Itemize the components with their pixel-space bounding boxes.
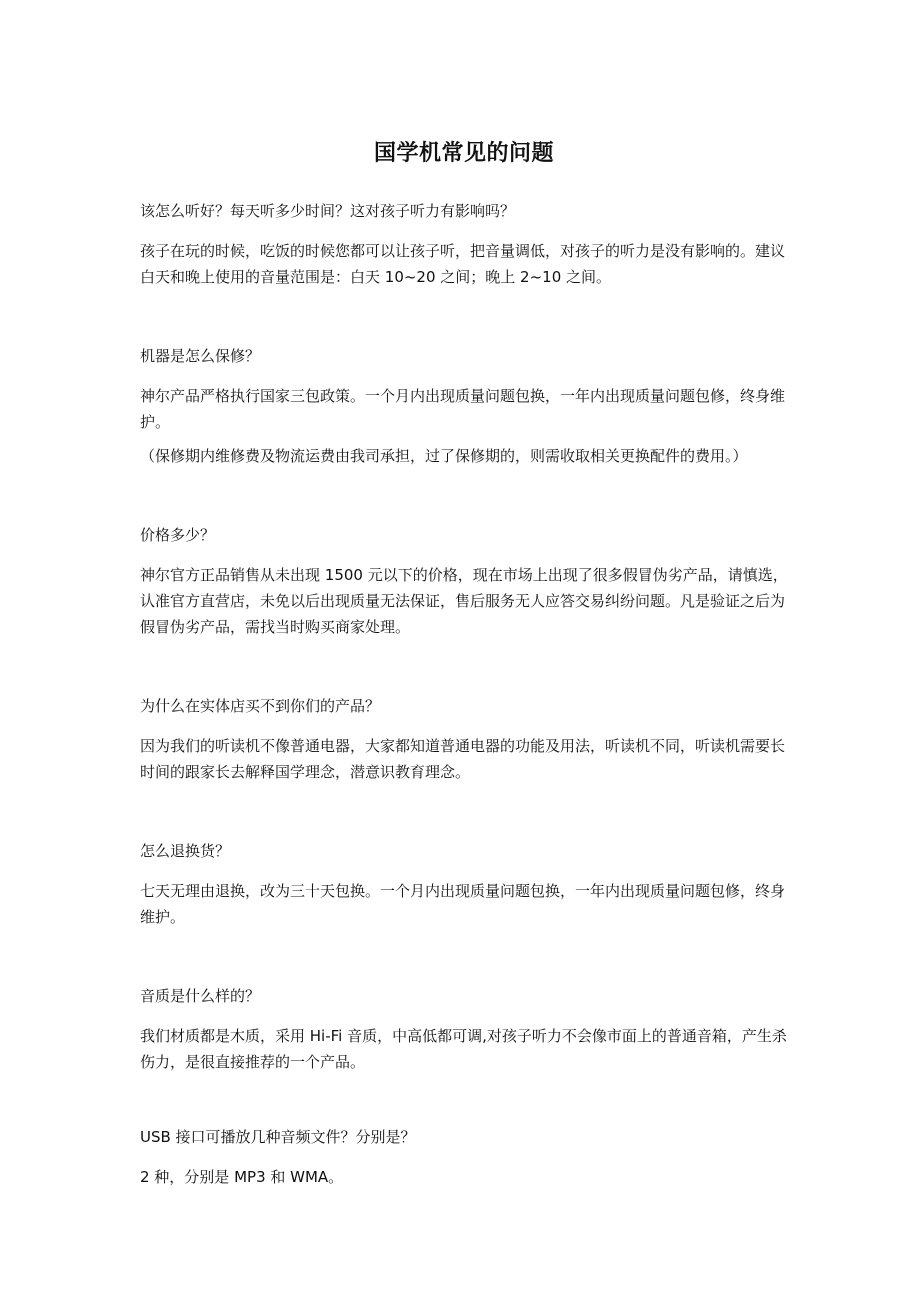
section-gap <box>140 298 788 344</box>
section-gap <box>140 793 788 839</box>
faq-question: 价格多少？ <box>140 526 216 544</box>
faq-item-price <box>140 523 788 640</box>
faq-item-sound-quality <box>140 984 788 1075</box>
section-gap <box>140 648 788 694</box>
faq-item-listening <box>140 199 788 290</box>
faq-question: 为什么在实体店买不到你们的产品？ <box>140 697 381 715</box>
faq-question: USB 接口可播放几种音频文件？分别是？ <box>140 1128 416 1146</box>
faq-answer: 2 种，分别是 MP3 和 WMA。 <box>140 1168 344 1186</box>
faq-item-usb-formats <box>140 1125 788 1190</box>
section-gap <box>140 938 788 984</box>
faq-answer: 神尔官方正品销售从未出现 1500 元以下的价格，现在市场上出现了很多假冒伪劣产品，请慎选，认准官方直营店，未免以后出现质量无法保证，售后服务无人应答交易纠纷问题。凡是验证之后为假冒伪劣产品，需找当时购买商家处理。 <box>140 566 788 636</box>
faq-question: 音质是什么样的？ <box>140 987 261 1005</box>
faq-question: 怎么退换货？ <box>140 842 231 860</box>
faq-answer: 我们材质都是木质，采用 Hi-Fi 音质，中高低都可调,对孩子听力不会像市面上的普通音箱，产生杀伤力，是很直接推荐的一个产品。 <box>140 1027 787 1071</box>
faq-answer: 七天无理由退换，改为三十天包换。一个月内出现质量问题包换，一年内出现质量问题包修，终身维护。 <box>140 882 786 926</box>
section-gap <box>140 1083 788 1125</box>
faq-answer: 孩子在玩的时候，吃饭的时候您都可以让孩子听，把音量调低，对孩子的听力是没有影响的。建议白天和晚上使用的音量范围是：白天 10~20 之间；晚上 2~10 之间。 <box>140 242 786 286</box>
faq-answer-note: （保修期内维修费及物流运费由我司承担，过了保修期的，则需收取相关更换配件的费用。） <box>140 447 748 465</box>
faq-item-returns <box>140 839 788 930</box>
faq-answer: 神尔产品严格执行国家三包政策。一个月内出现质量问题包换，一年内出现质量问题包修，终身维护。 <box>140 387 786 431</box>
document-title: 国学机常见的问题 <box>373 141 554 166</box>
faq-question: 机器是怎么保修？ <box>140 347 261 365</box>
faq-item-retail-availability <box>140 694 788 785</box>
faq-answer: 因为我们的听读机不像普通电器，大家都知道普通电器的功能及用法，听读机不同，听读机需要长时间的跟家长去解释国学理念，潜意识教育理念。 <box>140 737 786 781</box>
faq-item-warranty <box>140 344 788 469</box>
section-gap <box>140 477 788 523</box>
faq-question: 该怎么听好？每天听多少时间？这对孩子听力有影响吗？ <box>140 202 516 220</box>
